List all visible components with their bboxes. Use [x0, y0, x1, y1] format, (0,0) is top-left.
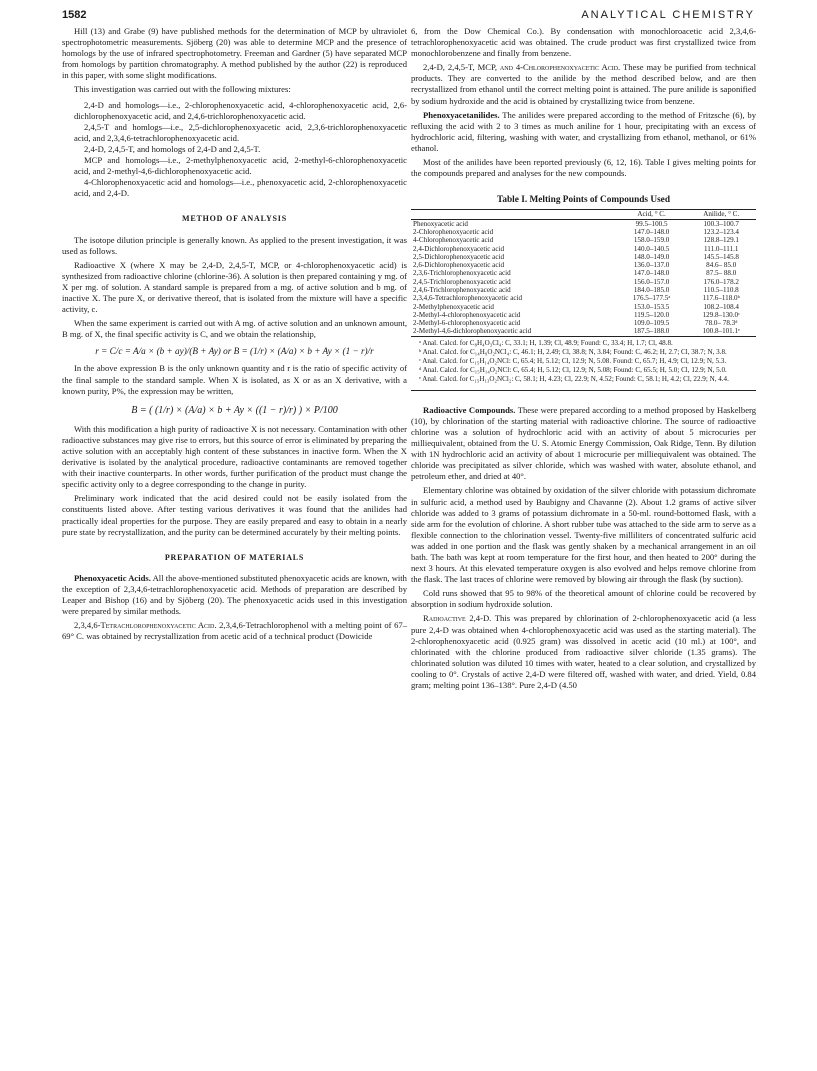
- compound-cell: 2-Methylphenoxyacetic acid: [413, 302, 494, 311]
- compound-cell: 2,4-Dichlorophenoxyacetic acid: [413, 244, 504, 253]
- paragraph: 6, from the Dow Chemical Co.). By condensation with monochloroacetic acid 2,3,4,6-tetrachlorophenoxyacetic acid was obtained. The crude product was first crystallized twice from monochlorobenzene and finally from benzene.: [411, 26, 756, 59]
- compound-cell: 2-Methyl-4,6-dichlorophenoxyacetic acid: [413, 327, 532, 336]
- equation: B = ( (1/r) × (A/a) × b + Ay × ((1 − r)/r) ) × P/100: [131, 404, 338, 416]
- anilide-mp-cell: 100.3–100.7: [703, 219, 739, 228]
- acid-mp-cell: 147.0–148.0: [633, 227, 670, 236]
- compound-cell: 2-Methyl-4-chlorophenoxyacetic acid: [413, 310, 521, 319]
- left-column: [62, 26, 407, 645]
- list-item: 2,4-D, 2,4,5-T, and homologs of 2,4-D and 2,4,5-T.: [84, 143, 261, 154]
- table-header-anilide: Anilide, ° C.: [703, 210, 740, 219]
- paragraph: Radioactive X (where X may be 2,4-D, 2,4,5-T, MCP, or 4-chlorophenoxyacetic acid) is synthesized from radioactive chlorine (chlorine-36). A solution is then prepared containing y mg. of X per mg. of solution. A standard sample is prepared from a mg. of active solution and b mg. of inactive X. The pure X, or derivative thereof, that is isolated from the mixture will have a specific activity, c.: [62, 259, 407, 315]
- journal-title: ANALYTICAL CHEMISTRY: [581, 9, 755, 21]
- page-number: 1582: [62, 9, 87, 21]
- paragraph: Hill (13) and Grabe (9) have published methods for the determination of MCP by ultraviolet spectrophotometric measurements. Sjöberg (20) was able to determine MCP and the presence of homologs by the use of infrared spectrophotometry. Freeman and Gardner (5) have separated MCP from homologs by partition chromatography. A method published by the author (22) is reproduced in this paper, with some slight modifications.: [62, 26, 407, 81]
- paragraph-text: All the above-mentioned substituted phenoxyacetic acids are known, with the exception of 2,3,4,6-tetrachlorophenoxyacetic acid. Methods of preparation are described by Leaper and Bishop (16) and by Sjöberg (20). The phenoxyacetic acids used in this investigation were prepared by similar methods.: [62, 572, 407, 617]
- table-row: [411, 253, 756, 261]
- table-row: [411, 278, 756, 286]
- acid-mp-cell: 148.0–149.0: [633, 252, 670, 261]
- table-row: [411, 245, 756, 253]
- paragraph: [411, 613, 756, 691]
- list-item: 2,4,5-T and homlogs—i.e., 2,5-dichlorophenoxyacetic acid, 2,3,6-trichlorophenoxyacetic acid, and 2,3,4,6-tetrachlorophenoxyacetic acid.: [74, 121, 407, 143]
- table-row: [411, 219, 756, 228]
- acid-mp-cell: 153.0–153.5: [633, 302, 670, 311]
- paragraph: Cold runs showed that 95 to 98% of the theoretical amount of chlorine could be recovered by absorption in sodium hydroxide solution.: [411, 588, 756, 610]
- run-in-heading: Radioactive Compounds.: [423, 404, 516, 415]
- anilide-mp-cell: 123.2–123.4: [703, 227, 739, 236]
- table-row: [411, 286, 756, 294]
- table-row: [411, 294, 756, 302]
- table-row: [411, 228, 756, 236]
- paragraph-text: This was prepared by chlorination of 2-chlorophenoxyacetic acid (a less pure 2,4-D was obtained when 4-chlorophenoxyacetic acid was used as the starting material). The 2-chlorophenoxyacetic acid (0.925 gram) was dissolved in acetic acid (10 ml.) at 100°, and chlorinated with the chlorine produced from radioactive silver chloride (1.35 grams). The chlorinated solution was diluted 10 times with water, heated to a clear solution, and crystallized by cooling to 0°. Crystals of active 2,4-D were filtered off, washed with water, and dried. Yield, 0.84 gram; melting point 136–138°. Pure 2,4-D (4.50: [411, 613, 756, 691]
- paragraph-text: These were prepared according to a method proposed by Haskelberg (10), by chlorination of the starting material with radioactive chlorine. The source of radioactive chlorine was a solution of hydrochloric acid with an activity of about 5 microcuries per milliequivalent, obtained from the U. S. Atomic Energy Commission, Oak Ridge, Tenn. By dilution with 1N hydrochloric acid an activity of about 1 microcurie per milliequivalent was obtained. The chloride was precipitated as silver chloride, which was washed with water, absolute ethanol, and petroleum ether, and dried at 40°.: [411, 404, 757, 482]
- anilide-mp-cell: 100.8–101.1ᵉ: [702, 327, 740, 336]
- paragraph: [62, 620, 407, 642]
- section-heading: PREPARATION OF MATERIALS: [164, 552, 305, 562]
- acid-mp-cell: 99.5–100.5: [635, 219, 668, 228]
- paragraph-text: The anilides were prepared according to the method of Fritzsche (6), by refluxing the acid with 2 to 3 times as much aniline for 1 hour, precipitating with an excess of hydrochloric acid, filtering, washing with water, and crystallizing from ethanol, methanol, or 61% ethanol.: [411, 109, 756, 153]
- paragraph: [411, 62, 756, 106]
- paragraph: [62, 573, 407, 617]
- compound-cell: 2,5-Dichlorophenoxyacetic acid: [413, 252, 504, 261]
- acid-mp-cell: 187.5–188.0: [633, 327, 670, 336]
- table-title: Table I. Melting Points of Compounds Used: [497, 195, 670, 206]
- table-footnote: ᵈ Anal. Calcd. for C₁₅H₁₄O₂NCl: C, 65.4; H, 5.12; Cl, 12.9; N, 5.08; Found: C, 65.5; H, 5.0; Cl, 12.9; N, 5.0.: [419, 365, 727, 374]
- melting-points-table: [411, 209, 756, 336]
- section-heading: METHOD OF ANALYSIS: [182, 214, 287, 224]
- anilide-mp-cell: 117.6–118.0ᵇ: [702, 294, 740, 303]
- run-in-heading: Radioactive 2,4-D.: [423, 613, 492, 624]
- paragraph: [411, 405, 756, 483]
- acid-mp-cell: 140.0–140.5: [633, 244, 670, 253]
- table-footnote: ᵉ Anal. Calcd. for C₁₅H₁₃O₂NCl₂: C, 58.1; H, 4.23; Cl, 22.9; N, 4.52; Found: C, 58.1; H, 4.2; Cl, 22.9; N, 4.4.: [419, 374, 729, 383]
- anilide-mp-cell: 87.5– 88.0: [706, 269, 737, 278]
- paragraph: With this modification a high purity of radioactive X is not necessary. Contamination with other radioactive substances may give rise to errors, but this source of error is eliminated by preparing the active solution with an acceptably high content of these substances in inactive form. When the X derivative is isolated by the analytical procedure, radioactive contaminants are removed together with their inactive counterparts. In other words, further purification of the product must change the specific activity only to a degree corresponding to the change in purity.: [62, 423, 407, 490]
- list-item: MCP and homologs—i.e., 2-methylphenoxyacetic acid, 2-methyl-6-chlorophenoxyacetic acid, and 2-methyl-4,6-dichlorophenoxyacetic acid.: [74, 155, 407, 177]
- acid-mp-cell: 147.0–148.0: [633, 269, 670, 278]
- acid-mp-cell: 156.0–157.0: [633, 277, 670, 286]
- compound-cell: 2,4,6-Trichlorophenoxyacetic acid: [413, 285, 511, 294]
- paragraph: Preliminary work indicated that the acid desired could not be easily isolated from the constituents listed above. After testing various derivatives it was found that the anilides had practically ideal properties for the purpose. They are easily prepared and easy to obtain in a nearly pure state by recrystallization, and the purity can be determined accurately by their melting points.: [62, 493, 407, 537]
- table-row: [411, 303, 756, 311]
- anilide-mp-cell: 108.2–108.4: [703, 302, 739, 311]
- paragraph: In the above expression B is the only unknown quantity and r is the ratio of specific activity of the final sample to the standard sample. When X is isolated, as X or as an X derivative, with a known purity, P%, the expression may be written,: [62, 363, 407, 396]
- paragraph: Elementary chlorine was obtained by oxidation of the silver chloride with potassium dichromate in sulfuric acid, a method used by Baubigny and Chavanne (2). About 1.2 grams of active silver chloride was added to 3 grams of potassium dichromate in a 50-ml. round-bottomed flask, with a side arm for the evolution of chlorine. A short rubber tube was attached to the side arm to serve as a flexible connection to the chlorination vessel. Twenty-five milliliters of concentrated sulfuric acid was added in one portion and the flask was gently shaken by a mechanical arrangement in an oil bath. The bath was kept at room temperature for the first hour, and then heated to 200° during the next 3 hours. At this elevated temperature oxygen is also evolved and helps remove chlorine from the flask. The last traces of chlorine were removed by blowing air through the flask (by suction).: [411, 485, 756, 585]
- anilide-mp-cell: 78.0– 78.3ᵈ: [705, 319, 738, 328]
- acid-mp-cell: 158.0–159.0: [633, 236, 670, 245]
- table-row: [411, 261, 756, 269]
- list-item: 2,4-D and homologs—i.e., 2-chlorophenoxyacetic acid, 4-chlorophenoxyacetic acid, 2,6-dichlorophenoxyacetic acid, and 2,4,6-trichlorophenoxyacetic acid.: [74, 99, 407, 121]
- anilide-mp-cell: 176.0–178.2: [703, 277, 739, 286]
- running-header: [62, 9, 755, 23]
- equation: r = C/c = A/a × (b + ay)/(B + Ay) or B = (1/r) × (A/a) × b + Ay × (1 − r)/r: [95, 346, 374, 357]
- mixtures-list: [62, 100, 407, 200]
- compound-cell: 2,3,4,6-Tetrachlorophenoxyacetic acid: [413, 294, 523, 303]
- table-body: [411, 219, 756, 336]
- run-in-heading: 2,4-D, 2,4,5-T, MCP, and 4-Chlorophenoxyacetic Acid.: [423, 62, 621, 73]
- acid-mp-cell: 176.5–177.5ᵃ: [632, 294, 671, 303]
- paragraph: The isotope dilution principle is generally known. As applied to the present investigation, it was used as follows.: [62, 234, 407, 256]
- paragraph: [411, 110, 756, 154]
- run-in-heading: 2,3,4,6-Tetrachlorophenoxyacetic Acid.: [74, 620, 217, 631]
- compound-cell: 2,3,6-Trichlorophenoxyacetic acid: [413, 269, 511, 278]
- paragraph-text: 2,3,4,6-Tetrachlorophenol with a melting point of 67–69° C. was obtained by recrystallization from acetic acid of a technical product (Dowicide: [62, 620, 407, 642]
- run-in-heading: Phenoxyacetic Acids.: [74, 572, 151, 583]
- table-footnote: ᵇ Anal. Calcd. for C₁₄H₉O₂NCl₄: C, 46.1; H, 2.49; Cl, 38.8; N, 3.84; Found: C, 46.2; H, 2.7; Cl, 38.7; N, 3.8.: [419, 347, 727, 356]
- compound-cell: 2-Methyl-6-chlorophenoxyacetic acid: [413, 319, 521, 328]
- anilide-mp-cell: 128.8–129.1: [703, 236, 739, 245]
- table-footnote: ᶜ Anal. Calcd. for C₁₅H₁₄O₂NCl: C, 65.4; H, 5.12; Cl, 12.9; N, 5.08. Found: C, 65.7; H, 4.9; Cl, 12.9; N, 5.3.: [419, 356, 727, 365]
- right-column: [411, 26, 756, 694]
- anilide-mp-cell: 110.5–110.8: [703, 285, 739, 294]
- acid-mp-cell: 109.0–109.5: [633, 319, 670, 328]
- table-header-acid: Acid, ° C.: [637, 210, 666, 219]
- table-footnote: ᵃ Anal. Calcd. for C₈H₄O₃Cl₄: C, 33.1; H, 1.39; Cl, 48.9; Found: C, 33.4; H, 1.7; Cl, 48.8.: [419, 338, 673, 347]
- paragraph: When the same experiment is carried out with A mg. of active solution and an unknown amount, B mg. of X, the final specific activity is C, and we obtain the relationship,: [62, 318, 407, 340]
- table-row: [411, 269, 756, 277]
- acid-mp-cell: 119.5–120.0: [633, 310, 670, 319]
- acid-mp-cell: 136.0–137.0: [633, 261, 670, 270]
- run-in-heading: Phenoxyacetanilides.: [423, 109, 500, 120]
- table-header-compound: [411, 210, 617, 219]
- table-row: [411, 236, 756, 244]
- table-row: [411, 311, 756, 319]
- acid-mp-cell: 184.0–185.0: [633, 285, 670, 294]
- anilide-mp-cell: 111.0–111.1: [704, 244, 739, 253]
- compound-cell: 4-Chlorophenoxyacetic acid: [413, 236, 494, 245]
- compound-cell: 2-Chlorophenoxyacetic acid: [413, 227, 494, 236]
- table-header-row: [411, 210, 756, 219]
- anilide-mp-cell: 129.8–130.0ᶜ: [702, 310, 740, 319]
- anilide-mp-cell: 84.6– 85.0: [706, 261, 737, 270]
- table-row: [411, 327, 756, 336]
- anilide-mp-cell: 145.5–145.8: [703, 252, 739, 261]
- compound-cell: 2,6-Dichlorophenoxyacetic acid: [413, 261, 504, 270]
- paragraph: This investigation was carried out with the following mixtures:: [74, 84, 291, 95]
- table-rule: [411, 390, 756, 391]
- table-row: [411, 319, 756, 327]
- compound-cell: 2,4,5-Trichlorophenoxyacetic acid: [413, 277, 511, 286]
- list-item: 4-Chlorophenoxyacetic acid and homologs—i.e., phenoxyacetic acid, 2-chlorophenoxyacetic acid, and 2,4-D.: [74, 177, 407, 199]
- compound-cell: Phenoxyacetic acid: [413, 219, 468, 228]
- table-footnotes: [411, 339, 756, 384]
- paragraph: Most of the anilides have been reported previously (6, 12, 16). Table I gives melting points for the compounds prepared and analyses for the new compounds.: [411, 157, 756, 179]
- paragraph-text: These may be purified from technical products. They are converted to the anilide by the method described below, and are then recrystallized from ethanol until the correct melting point is attained. The pure anilide is saponified by sodium hydroxide and the acid is obtained by crystallizing twice from benzene.: [411, 62, 757, 106]
